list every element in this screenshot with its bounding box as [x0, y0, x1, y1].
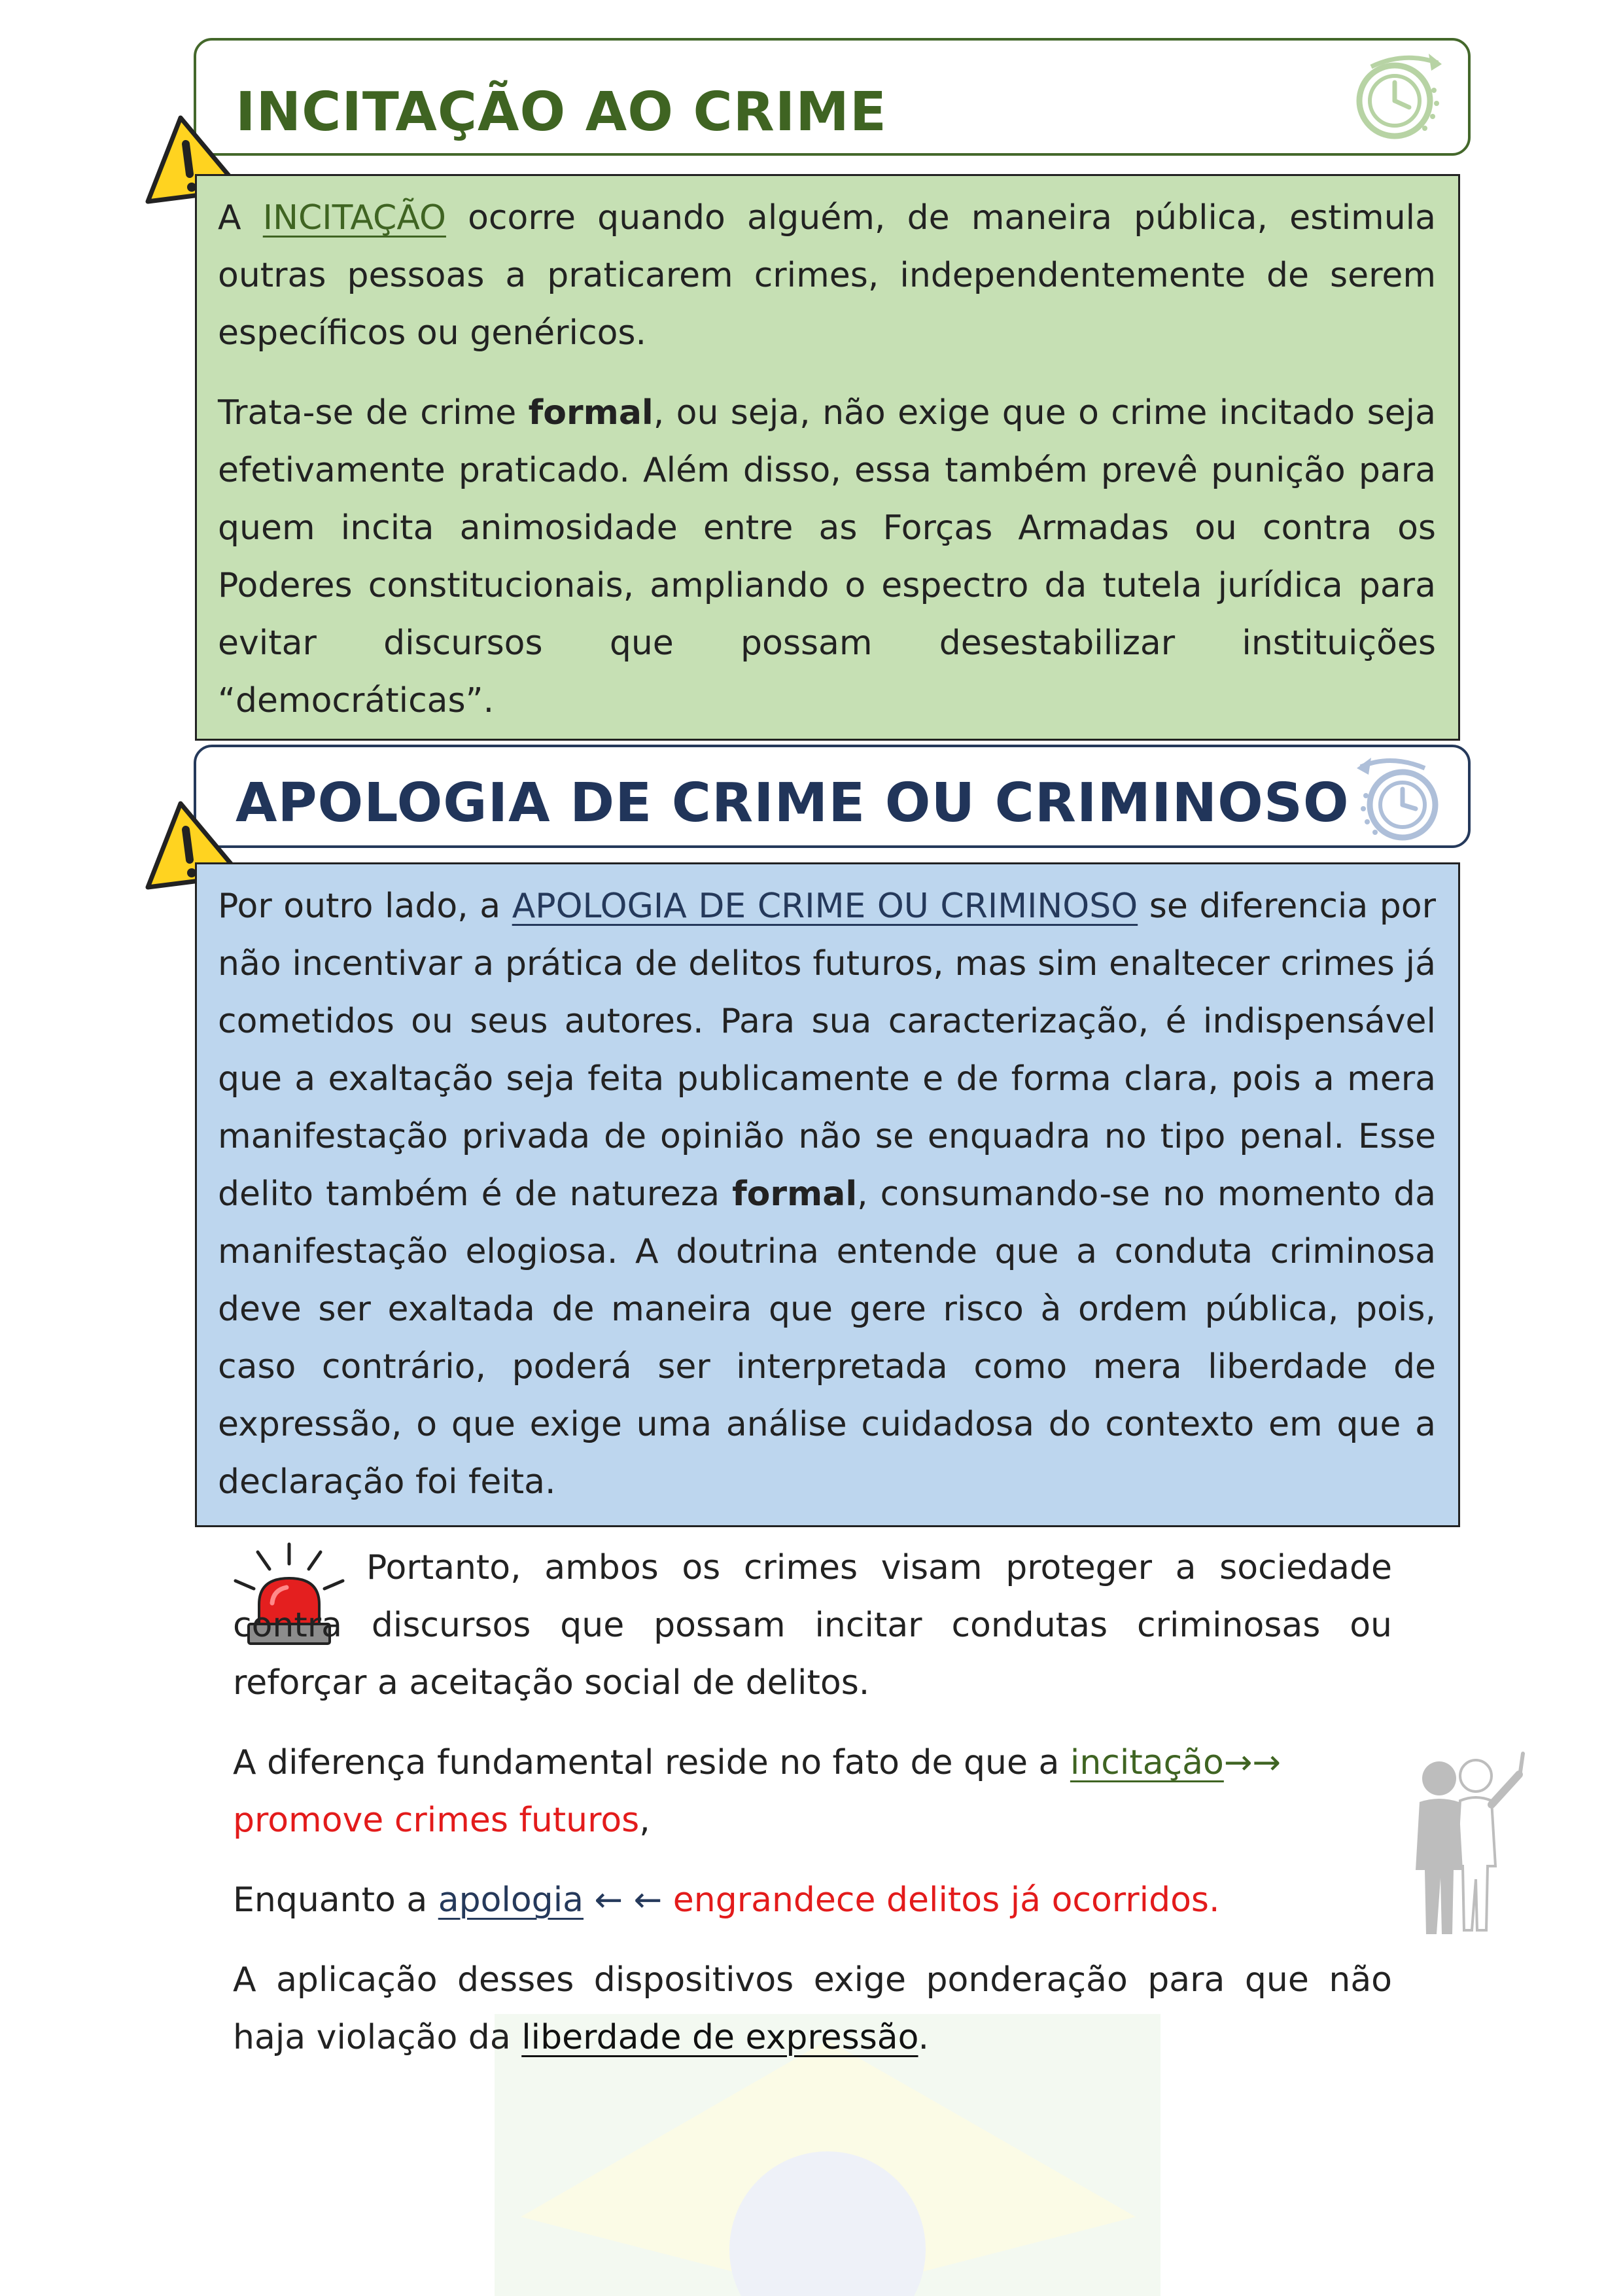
section-title: INCITAÇÃO AO CRIME — [236, 81, 887, 143]
link-incitacao: incitação — [1070, 1743, 1224, 1782]
text: Enquanto a — [233, 1881, 438, 1920]
text: . — [918, 2018, 930, 2057]
text: Trata-se de crime — [218, 393, 529, 433]
right-arrows: →→ — [1223, 1743, 1281, 1782]
text: , — [639, 1801, 650, 1840]
conclusion-paragraph-4 — [233, 1951, 1392, 2066]
red-text: promove crimes futuros — [233, 1801, 640, 1840]
text: ocorre quando alguém, de maneira pública, estimula outras pessoas a praticarem crimes, independentemente de serem específicos ou genéricos. — [218, 198, 1436, 353]
text: A — [218, 198, 263, 238]
bold-formal: formal — [732, 1174, 858, 1214]
left-arrows: ← ← — [584, 1881, 673, 1920]
clock-forward-icon — [1345, 44, 1450, 149]
conclusion-paragraph-2 — [233, 1734, 1392, 1849]
text: A aplicação desses dispositivos exige ponderação para que não haja violação da — [233, 1960, 1392, 2057]
red-text: engrandece delitos já ocorridos — [672, 1881, 1210, 1920]
clock-history-icon — [1352, 750, 1450, 848]
link-liberdade-de-expressao: liberdade de expressão — [521, 2018, 918, 2057]
apologia-content-box — [195, 862, 1460, 1527]
text: se diferencia por não incentivar a prática de delitos futuros, mas sim enaltecer crimes já cometidos ou seus autores. Para sua caracterização, é indispensável que a exaltação seja feita publicamente e de forma clara, pois a mera manifestação privada de opinião não se enquadra no tipo penal. Esse delito também é de natureza — [218, 887, 1436, 1214]
incitacao-paragraph-1 — [218, 189, 1436, 362]
keyword-apologia: APOLOGIA DE CRIME OU CRIMINOSO — [512, 887, 1138, 926]
text: A diferença fundamental reside no fato de que a — [233, 1743, 1070, 1782]
conclusion-paragraph-1 — [233, 1539, 1392, 1712]
incitacao-content-box — [195, 174, 1460, 741]
text: Portanto, ambos os crimes visam proteger a sociedade contra discursos que possam incitar condutas criminosas ou reforçar a aceitação social de delitos. — [233, 1548, 1392, 1703]
conclusion-paragraph-3 — [233, 1871, 1392, 1929]
keyword-incitacao: INCITAÇÃO — [262, 198, 446, 238]
text: Por outro lado, a — [218, 887, 512, 926]
incitacao-paragraph-2 — [218, 384, 1436, 730]
bold-formal: formal — [528, 393, 654, 433]
text: . — [1209, 1881, 1220, 1920]
text: , ou seja, não exige que o crime incitado seja efetivamente praticado. Além disso, essa também prevê punição para quem incita animosidade entre as Forças Armadas ou contra os Poderes constitucionais, ampliando o espectro da tutela jurídica para evitar discursos que possam desestabilizar instituições “democráticas”. — [218, 393, 1436, 720]
section-header-incitacao — [194, 38, 1471, 156]
link-apologia: apologia — [438, 1881, 584, 1920]
section-header-apologia — [194, 745, 1471, 848]
text: , consumando-se no momento da manifestação elogiosa. A doutrina entende que a conduta criminosa deve ser exaltada de maneira que gere risco à ordem pública, pois, caso contrário, poderá ser interpretada como mera liberdade de expressão, o que exige uma análise cuidadosa do contexto em que a declaração foi feita. — [218, 1174, 1437, 1502]
people-illustration — [1404, 1748, 1541, 1938]
section-title: APOLOGIA DE CRIME OU CRIMINOSO — [236, 772, 1350, 834]
apologia-paragraph-1 — [218, 877, 1436, 1511]
